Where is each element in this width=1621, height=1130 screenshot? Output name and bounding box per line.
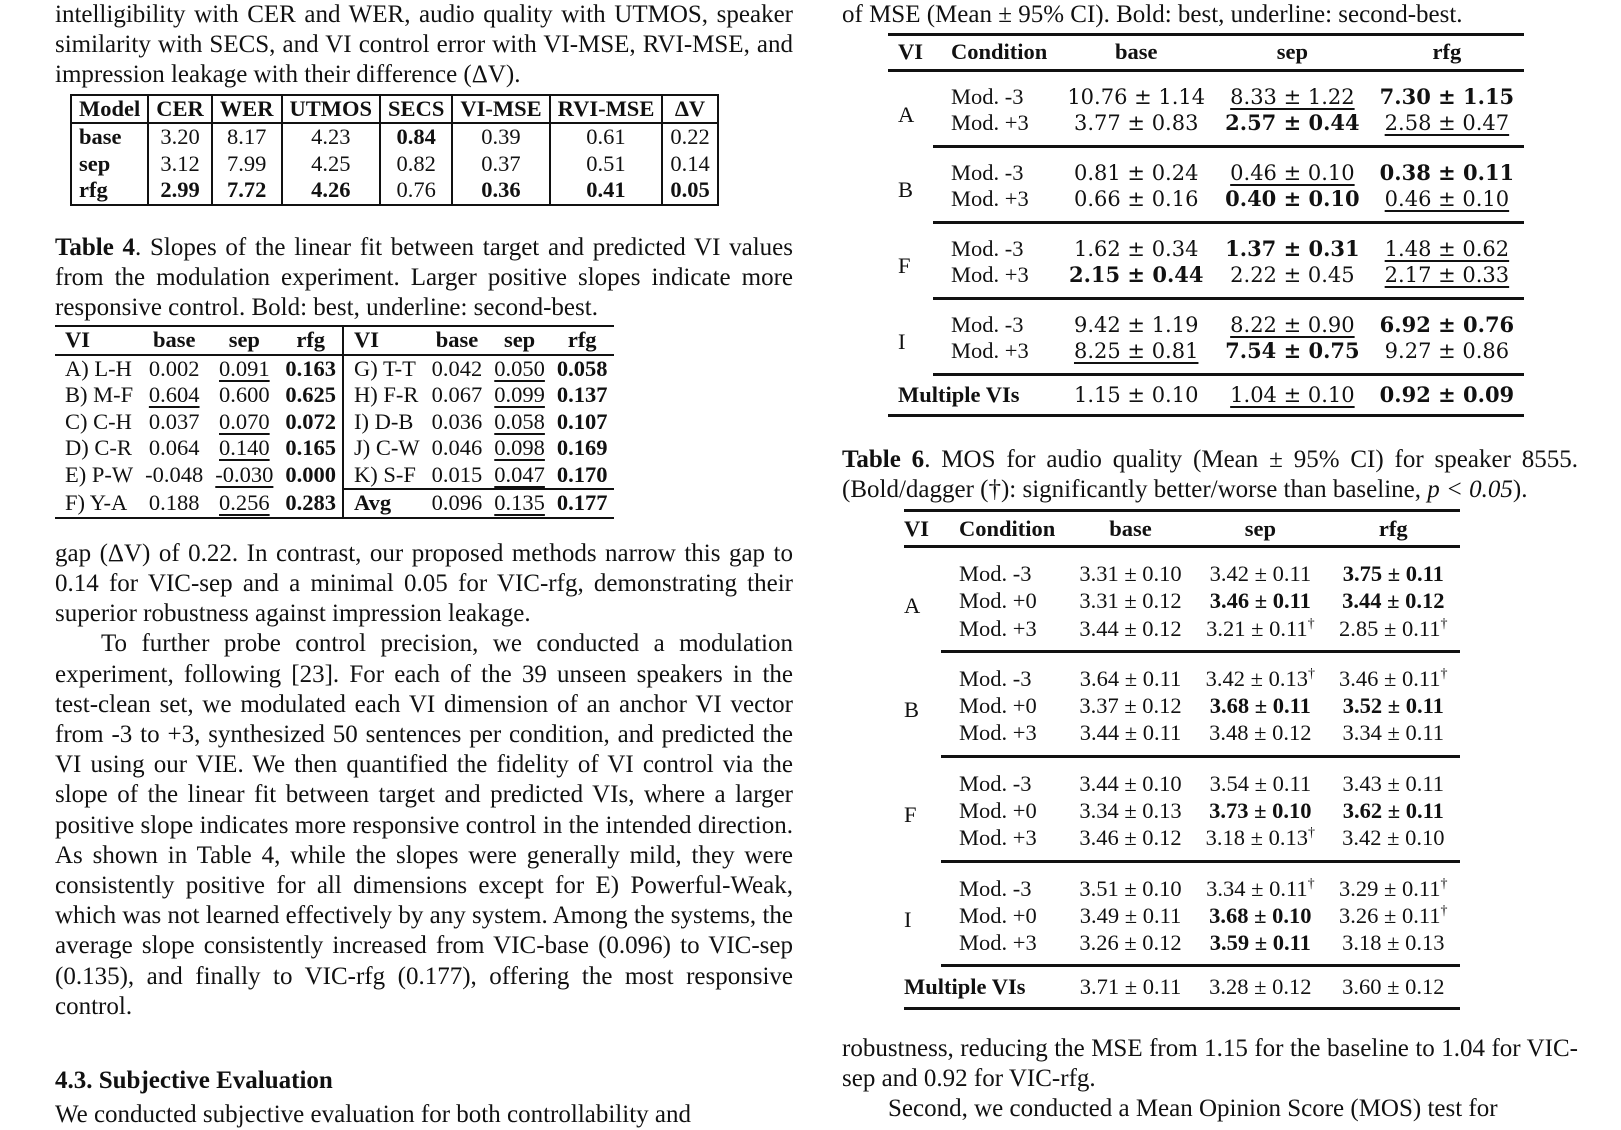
cell: 0.072 [285, 408, 337, 434]
cell: 4.25 [282, 151, 381, 178]
table-4-slopes [55, 325, 614, 519]
cell: 3.20 [148, 123, 212, 151]
dagger-mark: † [1307, 876, 1315, 892]
table-row [888, 222, 1524, 262]
left-column [55, 0, 793, 1130]
cell: 0.76 [380, 177, 452, 205]
cell: 3.68 ± 0.10 [1209, 902, 1312, 928]
col-header: rfg [1370, 35, 1525, 71]
col-header: Condition [933, 35, 1057, 71]
cell: J) C-W [343, 435, 426, 462]
cell: 3.42 ± 0.13† [1205, 665, 1316, 691]
cell: 3.51 ± 0.10 [1079, 875, 1182, 901]
dagger-mark: † [1308, 825, 1316, 841]
cell: 0.064 [148, 435, 200, 461]
table-row [55, 489, 614, 518]
body-paragraph: gap (ΔV) of 0.22. In contrast, our proposed methods narrow this gap to 0.14 for VIC-sep and a minimal 0.05 for VIC-rfg, demonstrating their superior robustness against impression leakage. [55, 539, 793, 628]
cell: 0.22 [662, 123, 717, 151]
cell: 3.37 ± 0.12 [1079, 693, 1182, 719]
cell: 1.62 ± 0.34 [1073, 236, 1199, 261]
cell: 0.05 [662, 177, 717, 205]
table-row [888, 338, 1524, 374]
cell: 0.81 ± 0.24 [1073, 160, 1199, 185]
cell: 6.92 ± 0.76 [1379, 311, 1515, 337]
col-header: rfg [1327, 510, 1460, 546]
cell: 0.015 [431, 461, 483, 487]
table-row [55, 382, 614, 409]
cell: 0.002 [148, 355, 200, 381]
caption-tail: of MSE (Mean ± 95% CI). Bold: best, underline: second-best. [842, 1, 1463, 28]
table-row [888, 262, 1524, 298]
cell: Mod. -3 [959, 560, 1032, 586]
cell: 0.84 [380, 123, 452, 151]
delta-v-symbol: ΔV [471, 61, 506, 89]
cell: 3.28 ± 0.12 [1194, 966, 1327, 1008]
cell: 3.75 ± 0.11 [1342, 560, 1444, 586]
cell: Mod. +0 [959, 902, 1037, 928]
cell: 2.85 ± 0.11† [1327, 615, 1460, 652]
cell: C) C-H [65, 408, 132, 434]
caption-text: . MOS for audio quality (Mean ± 95% CI) for speaker 8555. (Bold/dagger (†): significantly better/worse than baseline, [842, 446, 1578, 504]
cell: Mod. +0 [959, 693, 1037, 719]
cell: Mod. +0 [959, 588, 1037, 614]
cell: 0.188 [139, 489, 209, 518]
cell: 0.140 [219, 435, 270, 461]
table-header-row [55, 326, 614, 355]
col-header: UTMOS [282, 95, 381, 124]
table-row [888, 374, 1524, 416]
dagger-mark: † [1440, 876, 1448, 892]
cell: 1.48 ± 0.62 [1384, 236, 1510, 261]
cell: Mod. -3 [951, 83, 1024, 109]
caption-label: Table 4 [55, 233, 136, 261]
cell: -0.048 [145, 462, 204, 488]
cell: 3.18 ± 0.13 [1327, 929, 1460, 966]
cell: 3.64 ± 0.11 [1079, 665, 1182, 691]
cell: 0.37 [452, 151, 549, 178]
table-row [904, 692, 1460, 719]
cell: Mod. -3 [951, 159, 1024, 185]
cell: 3.59 ± 0.11 [1194, 929, 1327, 966]
cell: 3.44 ± 0.12 [1342, 588, 1445, 614]
col-header: SECS [380, 95, 452, 124]
cell: 0.36 [452, 177, 549, 205]
col-header: base [1067, 510, 1193, 546]
intro-paragraph [55, 0, 793, 91]
col-header: rfg [551, 326, 614, 355]
cell: 8.17 [212, 123, 282, 151]
table-row [904, 929, 1460, 966]
cell: 3.62 ± 0.11 [1342, 797, 1444, 823]
cell: 1.37 ± 0.31 [1225, 235, 1360, 261]
cell: Mod. +3 [933, 186, 1057, 222]
caption-text: . Slopes of the linear fit between target and predicted VI values from the modulation experiment. Larger positive slopes indicate more responsive control. Bold: best, underline: second-best. [55, 233, 793, 322]
cell: 3.44 ± 0.12 [1067, 615, 1193, 652]
cell: -0.030 [215, 462, 274, 488]
cell: 3.42 ± 0.11 [1209, 560, 1312, 586]
table-4-caption [55, 233, 793, 324]
cell: Mod. -3 [951, 311, 1024, 337]
cell: 0.050 [494, 355, 545, 381]
table-6-mos [904, 509, 1460, 1010]
cell: 3.49 ± 0.11 [1079, 902, 1182, 928]
cell: 0.046 [431, 435, 483, 461]
cell: base [71, 123, 148, 151]
cell: A) L-H [65, 355, 132, 381]
cell: 3.54 ± 0.11 [1209, 770, 1312, 796]
vi-label: I [904, 906, 912, 932]
cell: 2.22 ± 0.45 [1215, 262, 1370, 298]
table-row [904, 797, 1460, 824]
col-header: VI [888, 35, 933, 71]
dagger-mark: † [1440, 903, 1448, 919]
section-heading: 4.3. Subjective Evaluation [55, 1066, 333, 1094]
col-header: sep [209, 326, 279, 355]
cell: 0.92 ± 0.09 [1370, 374, 1525, 416]
cell: 3.46 ± 0.11† [1339, 665, 1448, 691]
cell: 3.77 ± 0.83 [1057, 110, 1215, 146]
cell: 1.04 ± 0.10 [1215, 374, 1370, 416]
cell: Mod. -3 [959, 665, 1032, 691]
vi-label: A [904, 592, 921, 618]
intro-line-3-end: ). [505, 61, 521, 89]
cell: 3.60 ± 0.12 [1327, 966, 1460, 1008]
cell: E) P-W [65, 462, 134, 488]
cell: 0.283 [279, 489, 343, 518]
cell: 3.31 ± 0.10 [1079, 560, 1182, 586]
col-header: sep [1215, 35, 1370, 71]
table-row [904, 615, 1460, 652]
table-row [71, 151, 718, 178]
cell: 3.44 ± 0.10 [1079, 770, 1182, 796]
table-row [888, 186, 1524, 222]
cell: 3.21 ± 0.11† [1194, 615, 1327, 652]
table-row [904, 966, 1460, 1008]
table-row [71, 177, 718, 205]
cell: 4.26 [282, 177, 381, 205]
cell: 3.46 ± 0.11 [1209, 588, 1311, 614]
cell: 0.41 [550, 177, 663, 205]
cell: B) M-F [65, 382, 134, 408]
cell: 0.177 [551, 489, 614, 518]
cell: 2.15 ± 0.44 [1057, 262, 1215, 298]
cell: 3.43 ± 0.11 [1342, 770, 1445, 796]
right-column [842, 0, 1578, 1124]
cell: 9.27 ± 0.86 [1370, 338, 1525, 374]
cell: 0.46 ± 0.10 [1230, 160, 1355, 185]
cell: 7.54 ± 0.75 [1215, 338, 1370, 374]
table-row [904, 861, 1460, 902]
cell: Mod. +3 [941, 824, 1067, 861]
cell: 3.71 ± 0.11 [1067, 966, 1193, 1008]
cell: Mod. +3 [933, 110, 1057, 146]
body-paragraph: To further probe control precision, we conducted a modulation experiment, following [23]. For each of the 39 unseen speakers in the test-clean set, we modulated each VI dimension of an anchor VI vector from -3 to +3, synthesized 50 sentences per condition, and predicted the VI using our VIE. We then quantified the fidelity of VI control via the slope of the linear fit between target and predicted VIs, where a larger positive slope indicates more responsive control in the intended direction. As shown in Table 4, while the slopes were generally mild, they were consistently positive for all dimensions except for E) Powerful-Weak, which was not learned effectively by any system. Among the systems, the average slope consistently increased from VIC-base (0.096) to VIC-sep (0.135), and finally to VIC-rfg (0.177), offering the most responsive control. [55, 630, 793, 1020]
cell: 0.042 [431, 355, 483, 381]
multiple-vis-label: Multiple VIs [904, 966, 1067, 1008]
cell: H) F-R [343, 382, 426, 409]
cell: 3.34 ± 0.13 [1079, 797, 1182, 823]
cell: I) D-B [343, 409, 426, 436]
table-row [904, 546, 1460, 587]
dagger-mark: † [1440, 666, 1448, 682]
dagger-mark: † [1307, 616, 1315, 631]
cell: 0.058 [556, 355, 608, 381]
cell: 3.42 ± 0.10 [1327, 824, 1460, 861]
table-row [888, 146, 1524, 186]
cell: 4.23 [282, 123, 381, 151]
vi-label: B [904, 697, 920, 723]
cell: 0.067 [431, 382, 483, 408]
col-header: WER [212, 95, 282, 124]
cell: D) C-R [65, 435, 132, 461]
cell: 0.107 [556, 408, 608, 434]
cell: Mod. -3 [959, 770, 1032, 796]
table-5-mse [888, 33, 1524, 417]
vi-label: A [898, 101, 915, 127]
cell: Avg [343, 489, 426, 518]
cell: 3.52 ± 0.11 [1342, 693, 1444, 719]
intro-line-2: speaker similarity with SECS, and VI control error with VI-MSE, [55, 1, 793, 59]
cell: 10.76 ± 1.14 [1067, 84, 1206, 109]
cell: 0.40 ± 0.10 [1215, 186, 1370, 222]
col-header: Condition [941, 510, 1067, 546]
col-header: RVI-MSE [550, 95, 663, 124]
cell: 3.44 ± 0.11 [1067, 719, 1193, 756]
cell: 0.51 [550, 151, 663, 178]
col-header: sep [1194, 510, 1327, 546]
cell: 7.30 ± 1.15 [1379, 83, 1515, 109]
cell: F) Y-A [55, 489, 139, 518]
col-header: ΔV [662, 95, 717, 124]
cell: 2.17 ± 0.33 [1370, 262, 1525, 298]
cell: 0.66 ± 0.16 [1057, 186, 1215, 222]
cell: 0.099 [494, 382, 545, 408]
intro-line-3: RVI-MSE, and impression leakage with their difference ( [55, 31, 793, 89]
table-row [71, 123, 718, 151]
cell: 0.600 [219, 382, 270, 408]
dagger-mark: † [1308, 666, 1316, 682]
cell: 3.34 ± 0.11† [1206, 875, 1315, 901]
cell: 2.58 ± 0.47 [1370, 110, 1525, 146]
col-header: VI [904, 510, 941, 546]
cell: 1.15 ± 0.10 [1057, 374, 1215, 416]
table-row [904, 902, 1460, 929]
cell: 3.68 ± 0.11 [1209, 693, 1311, 719]
cell: 0.098 [494, 435, 545, 461]
cell: K) S-F [343, 462, 426, 490]
col-header: base [139, 326, 209, 355]
cell: 3.31 ± 0.12 [1079, 588, 1182, 614]
col-header: Model [71, 95, 148, 124]
cell: 3.18 ± 0.13† [1194, 824, 1327, 861]
cell: 3.34 ± 0.11 [1327, 719, 1460, 756]
cell: 7.99 [212, 151, 282, 178]
cell: 0.256 [209, 489, 279, 518]
col-header: base [426, 326, 489, 355]
table-header-row [888, 35, 1524, 71]
cell: 3.46 ± 0.12 [1067, 824, 1193, 861]
vi-label: I [898, 328, 906, 354]
cell: 0.163 [285, 355, 337, 381]
col-header: VI [55, 326, 139, 355]
table-row [904, 756, 1460, 797]
cell: 0.46 ± 0.10 [1370, 186, 1525, 222]
col-header: VI [343, 326, 426, 355]
cell: Mod. -3 [959, 875, 1032, 901]
cell: 8.25 ± 0.81 [1057, 338, 1215, 374]
cell: 0.61 [550, 123, 663, 151]
vi-label: B [898, 176, 914, 202]
cell: 0.604 [148, 382, 200, 408]
intro-line-1: intelligibility with CER and WER, audio quality with UTMOS, [55, 1, 709, 28]
table-row [55, 409, 614, 436]
caption-label: Table 6 [842, 446, 925, 474]
caption-text-end: ). [1512, 476, 1528, 504]
cell: 0.169 [556, 435, 608, 461]
cell: Mod. +3 [941, 929, 1067, 966]
cell: 0.39 [452, 123, 549, 151]
cell: Mod. +3 [941, 719, 1067, 756]
cell: 0.135 [488, 489, 551, 518]
dagger-mark: † [1440, 616, 1448, 631]
cell: rfg [71, 177, 148, 205]
body-paragraph: We conducted subjective evaluation for both controllability and [55, 1101, 691, 1129]
body-paragraph: Second, we conducted a Mean Opinion Score (MOS) test for [888, 1095, 1498, 1123]
table-header-row [71, 95, 718, 124]
vi-label: F [898, 252, 911, 278]
cell: 0.070 [219, 408, 270, 434]
col-header: VI-MSE [452, 95, 549, 124]
cell: 0.047 [494, 461, 545, 487]
table-row [904, 719, 1460, 756]
cell: 7.72 [212, 177, 282, 205]
table-row [55, 355, 614, 383]
cell: 0.037 [148, 408, 200, 434]
col-header: sep [488, 326, 551, 355]
col-header: CER [148, 95, 212, 124]
table-row [55, 435, 614, 462]
cell: Mod. -3 [951, 235, 1024, 261]
cell: Mod. +0 [959, 797, 1037, 823]
cell: Mod. +3 [933, 262, 1057, 298]
cell: 3.48 ± 0.12 [1194, 719, 1327, 756]
table-row [55, 462, 614, 490]
cell: 9.42 ± 1.19 [1073, 312, 1199, 337]
table-row [904, 587, 1460, 614]
cell: 0.000 [285, 462, 337, 488]
cell: 2.99 [148, 177, 212, 205]
cell: 0.036 [431, 408, 483, 434]
cell: 0.058 [494, 408, 545, 434]
table-row [904, 824, 1460, 861]
cell: 0.625 [285, 382, 337, 408]
cell: 0.38 ± 0.11 [1379, 159, 1515, 185]
table-6-caption [842, 445, 1578, 505]
cell: 0.165 [285, 435, 337, 461]
cell: Mod. +3 [933, 338, 1057, 374]
cell: 0.14 [662, 151, 717, 178]
table-row [904, 651, 1460, 692]
p-value: p < 0.05 [1427, 476, 1513, 504]
cell: 0.096 [426, 489, 489, 518]
cell: 0.137 [556, 382, 608, 408]
cell: 0.091 [219, 355, 270, 381]
cell: G) T-T [343, 355, 426, 383]
table-row [888, 110, 1524, 146]
cell: 3.26 ± 0.12 [1067, 929, 1193, 966]
table-3-metrics [70, 94, 719, 206]
cell: 0.82 [380, 151, 452, 178]
vi-label: F [904, 801, 917, 827]
cell: 3.73 ± 0.10 [1209, 797, 1312, 823]
col-header: base [1057, 35, 1215, 71]
cell: Mod. +3 [941, 615, 1067, 652]
cell: 8.22 ± 0.90 [1230, 312, 1355, 337]
table-row [888, 70, 1524, 110]
cell: 3.29 ± 0.11† [1339, 875, 1448, 901]
col-header: rfg [279, 326, 343, 355]
cell: 3.26 ± 0.11† [1339, 902, 1448, 928]
cell: 3.12 [148, 151, 212, 178]
body-paragraph: robustness, reducing the MSE from 1.15 for the baseline to 1.04 for VIC-sep and 0.92 for VIC-rfg. [842, 1034, 1578, 1092]
cell: 2.57 ± 0.44 [1215, 110, 1370, 146]
cell: 0.170 [556, 461, 608, 487]
table-header-row [904, 510, 1460, 546]
cell: sep [71, 151, 148, 178]
table-row [888, 298, 1524, 338]
cell: 8.33 ± 1.22 [1230, 84, 1355, 109]
multiple-vis-label: Multiple VIs [888, 374, 1057, 416]
